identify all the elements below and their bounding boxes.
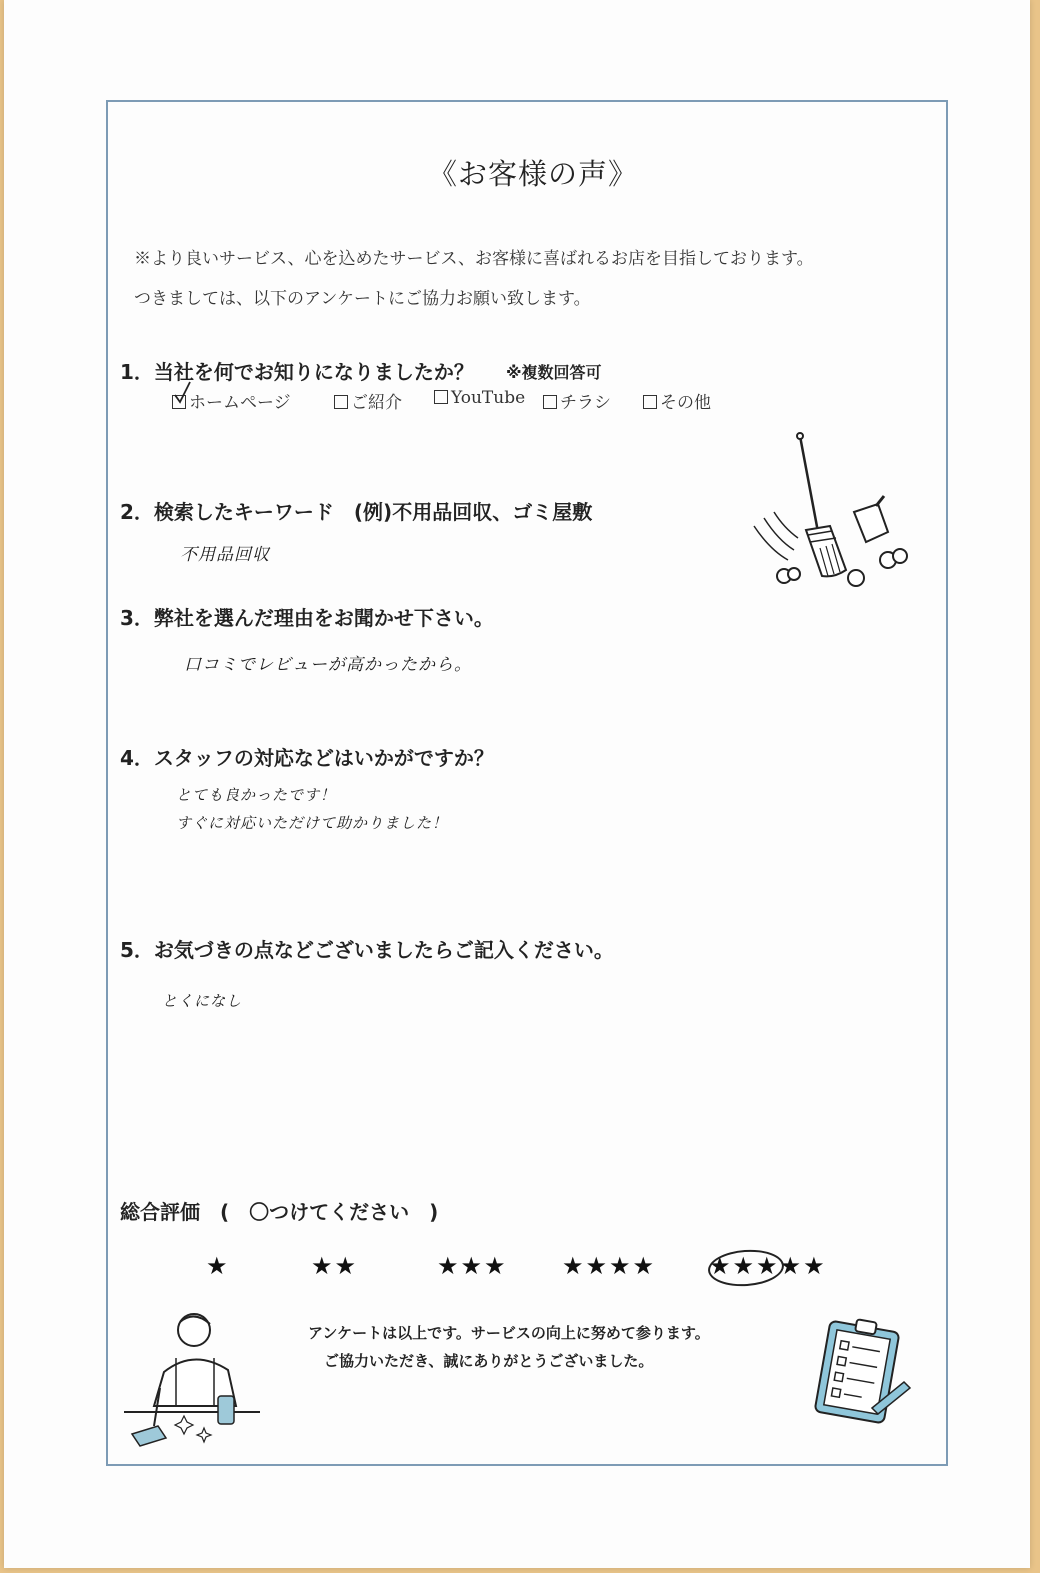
intro-line-1: ※より良いサービス、心を込めたサービス、お客様に喜ばれるお店を目指しております。 bbox=[134, 249, 814, 269]
rating-1-star[interactable]: ★ bbox=[206, 1252, 230, 1280]
rating-5-stars[interactable]: ★★★★★ bbox=[709, 1252, 827, 1280]
rating-2-stars[interactable]: ★★ bbox=[311, 1252, 359, 1280]
closing-line-1: アンケートは以上です。サービスの向上に努めて参ります。 bbox=[308, 1324, 710, 1342]
option-youtube[interactable]: YouTube bbox=[434, 388, 525, 408]
question-1: 1．当社を何でお知りになりましたか？ bbox=[120, 360, 474, 384]
page-title: 《お客様の声》 bbox=[428, 157, 639, 191]
answer-3[interactable]: 口コミでレビューが高かったから。 bbox=[184, 655, 472, 675]
intro-line-2: つきましては、以下のアンケートにご協力お願い致します。 bbox=[134, 289, 591, 309]
rating-4-stars[interactable]: ★★★★ bbox=[562, 1252, 657, 1280]
option-other[interactable]: その他 bbox=[643, 388, 711, 413]
checkbox[interactable] bbox=[334, 395, 348, 409]
question-1-note: ※複数回答可 bbox=[506, 363, 602, 382]
question-4: 4．スタッフの対応などはいかがですか？ bbox=[120, 746, 494, 770]
checkbox[interactable] bbox=[543, 395, 557, 409]
checkbox[interactable] bbox=[643, 395, 657, 409]
rating-3-stars[interactable]: ★★★ bbox=[437, 1252, 508, 1280]
question-2: 2．検索したキーワード (例)不用品回収、ゴミ屋敷 bbox=[120, 500, 593, 524]
cleaning-staff-illustration bbox=[124, 1308, 264, 1450]
dustpan-icon bbox=[848, 494, 894, 550]
option-referral[interactable]: ご紹介 bbox=[334, 388, 402, 413]
answer-2[interactable]: 不用品回収 bbox=[180, 545, 270, 565]
answer-4-line-2[interactable]: すぐに対応いただけて助かりました！ bbox=[176, 814, 449, 832]
checkbox[interactable] bbox=[434, 390, 448, 404]
answer-5[interactable]: とくになし bbox=[162, 992, 243, 1010]
question-3: 3．弊社を選んだ理由をお聞かせ下さい。 bbox=[120, 606, 494, 630]
question-5: 5．お気づきの点などございましたらご記入ください。 bbox=[120, 938, 614, 962]
clipboard-icon bbox=[814, 1316, 914, 1428]
rating-label: 総合評価 ( 〇つけてください ) bbox=[120, 1200, 439, 1224]
option-homepage[interactable]: ホームページ bbox=[172, 388, 291, 413]
closing-line-2: ご協力いただき、誠にありがとうございました。 bbox=[324, 1352, 654, 1370]
option-flyer[interactable]: チラシ bbox=[543, 388, 611, 413]
answer-4-line-1[interactable]: とても良かったです！ bbox=[176, 786, 337, 804]
check-mark-icon bbox=[172, 380, 196, 406]
